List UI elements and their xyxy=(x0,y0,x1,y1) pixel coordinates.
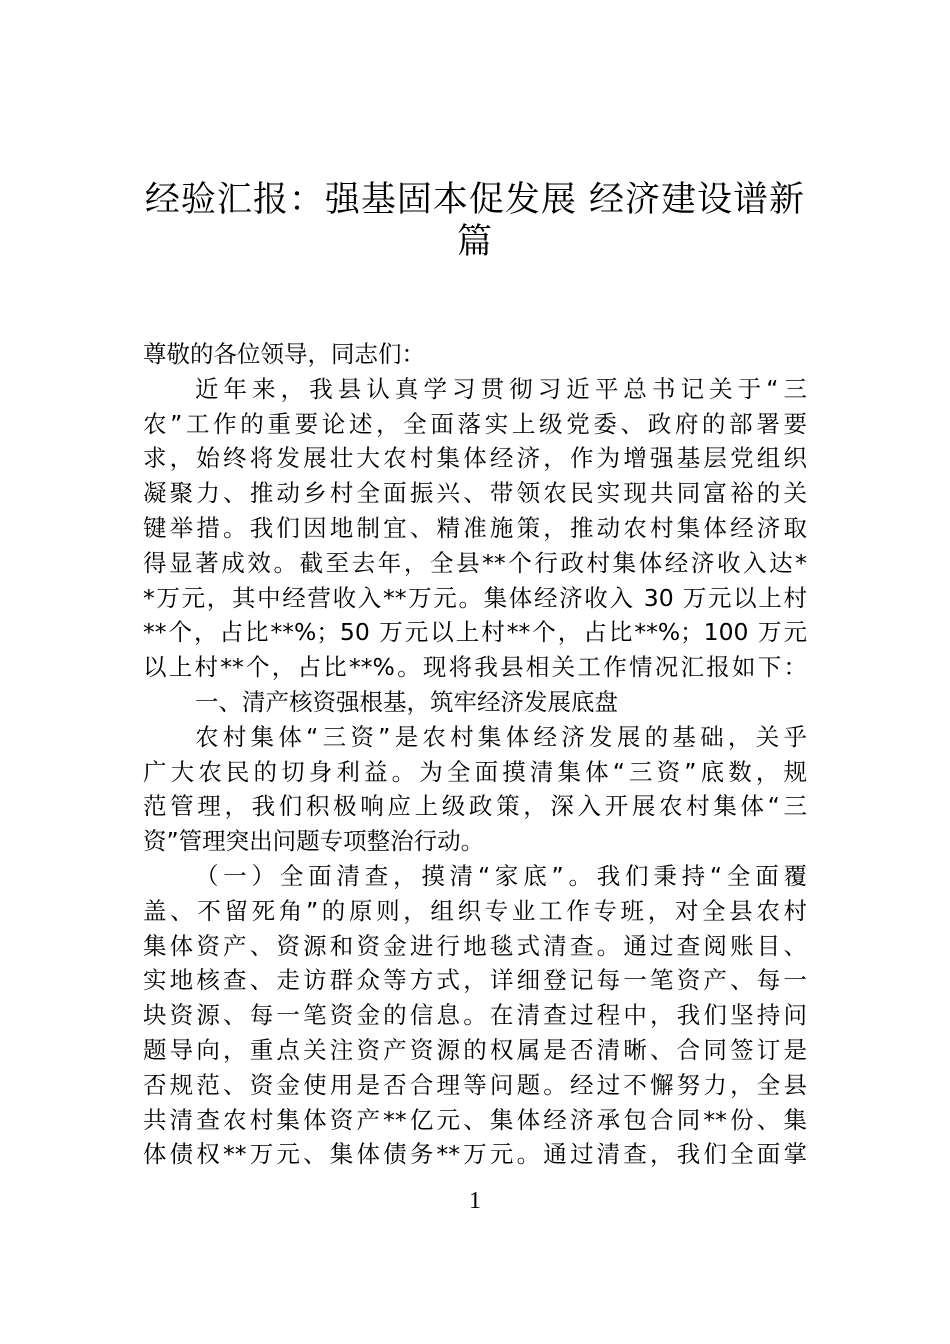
text-line: 广大农民的切身利益。为全面摸清集体“三资”底数，规 xyxy=(143,757,807,786)
text-line: 键举措。我们因地制宜、精准施策，推动农村集体经济取 xyxy=(143,513,807,542)
text-line: 得显著成效。截至去年，全县**个行政村集体经济收入达* xyxy=(143,548,807,577)
section-heading: 一、清产核资强根基，筑牢经济发展底盘 xyxy=(195,687,618,716)
text-line: 农村集体“三资”是农村集体经济发展的基础，关乎 xyxy=(195,722,807,751)
document-title-line-2: 篇 xyxy=(456,222,493,262)
text-line: 题导向，重点关注资产资源的权属是否清晰、合同签订是 xyxy=(143,1035,807,1064)
text-line: 求，始终将发展壮大农村集体经济，作为增强基层党组织 xyxy=(143,444,807,473)
text-line: **个，占比**%；50 万元以上村**个，占比**%；100 万元 xyxy=(143,618,807,647)
text-line: （一）全面清查，摸清“家底”。我们秉持“全面覆 xyxy=(195,861,807,890)
text-line: 农”工作的重要论述，全面落实上级党委、政府的部署要 xyxy=(143,409,807,438)
text-line: 体债权**万元、集体债务**万元。通过清查，我们全面掌 xyxy=(143,1140,807,1169)
salutation: 尊敬的各位领导，同志们： xyxy=(143,340,425,368)
text-line: 实地核查、走访群众等方式，详细登记每一笔资产、每一 xyxy=(143,966,807,995)
text-line: 以上村**个，占比**%。现将我县相关工作情况汇报如下： xyxy=(143,653,807,682)
text-line: 范管理，我们积极响应上级政策，深入开展农村集体“三 xyxy=(143,792,807,821)
text-line: 共清查农村集体资产**亿元、集体经济承包合同**份、集 xyxy=(143,1105,807,1134)
text-line: 集体资产、资源和资金进行地毯式清查。通过查阅账目、 xyxy=(143,931,807,960)
text-line: 否规范、资金使用是否合理等问题。经过不懈努力，全县 xyxy=(143,1070,807,1099)
document-body xyxy=(143,337,807,1172)
text-line: 盖、不留死角”的原则，组织专业工作专班，对全县农村 xyxy=(143,896,807,925)
page-number: 1 xyxy=(469,1188,481,1214)
text-line: 块资源、每一笔资金的信息。在清查过程中，我们坚持问 xyxy=(143,1001,807,1030)
text-line: 资”管理突出问题专项整治行动。 xyxy=(143,827,485,856)
text-line: 近年来，我县认真学习贯彻习近平总书记关于“三 xyxy=(195,374,807,403)
document-title-line-1: 经验汇报：强基固本促发展 经济建设谱新 xyxy=(144,180,806,220)
text-line: 凝聚力、推动乡村全面振兴、带领农民实现共同富裕的关 xyxy=(143,479,807,508)
text-line: *万元，其中经营收入**万元。集体经济收入 30 万元以上村 xyxy=(143,583,807,612)
